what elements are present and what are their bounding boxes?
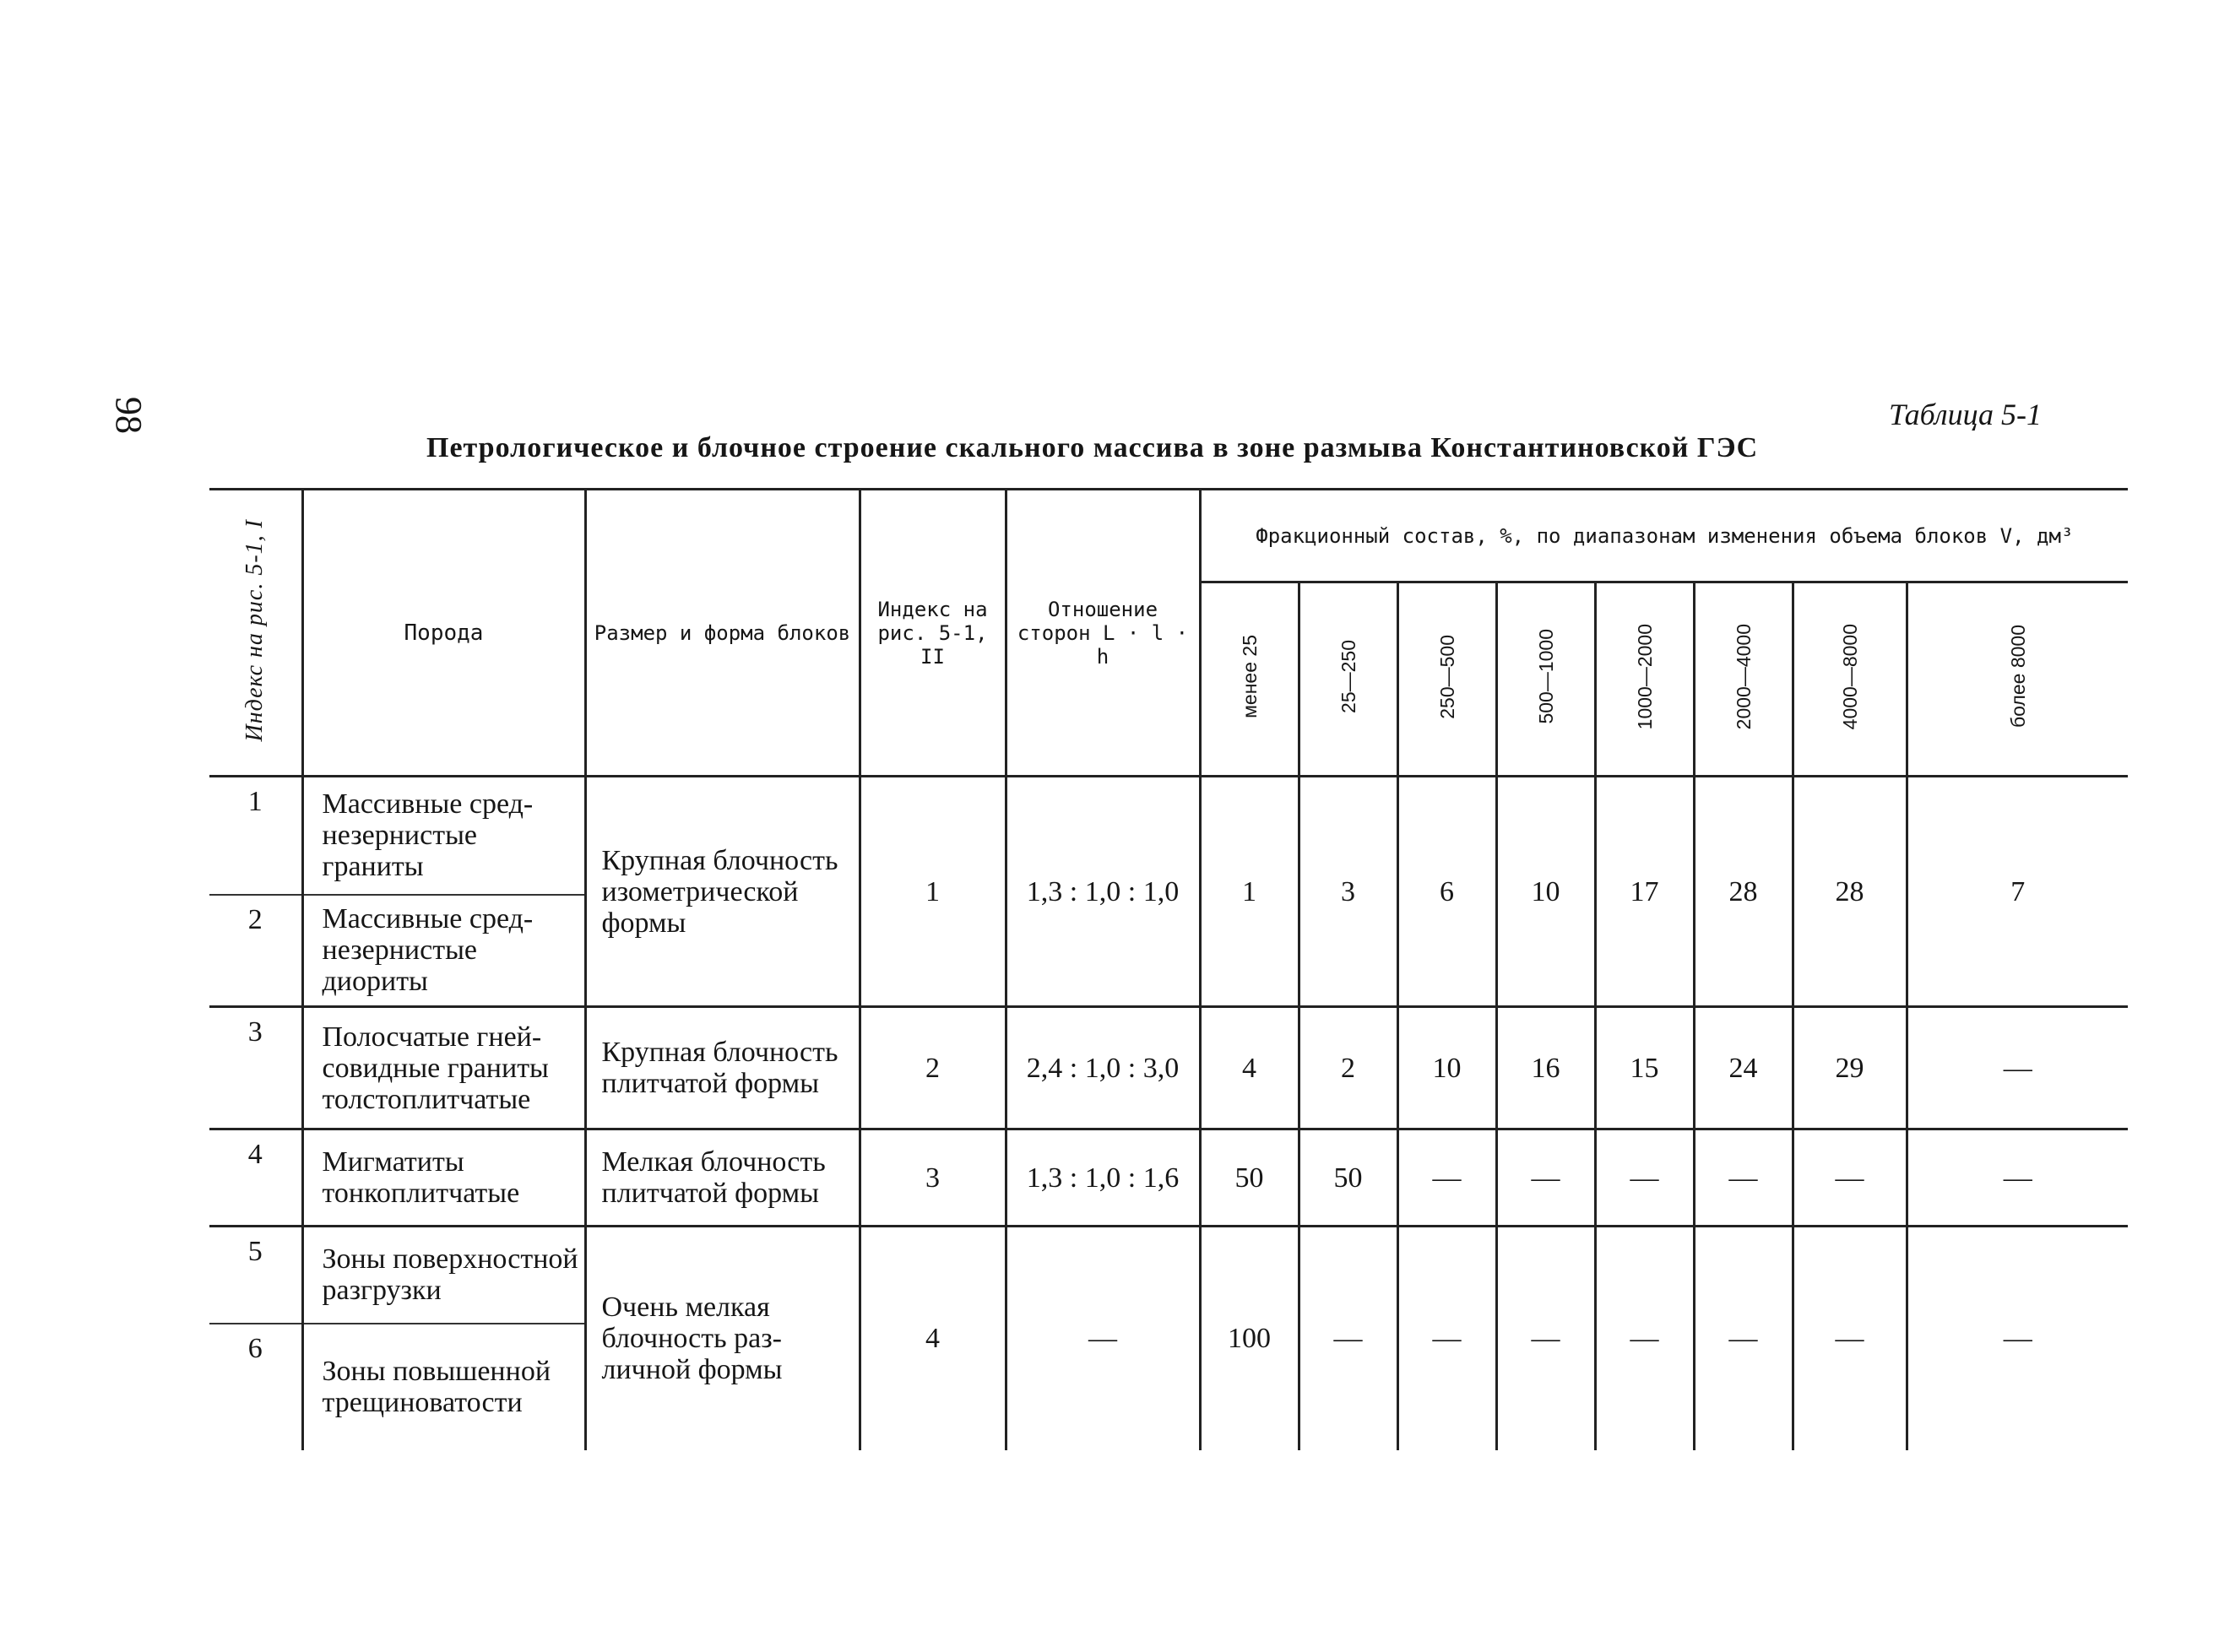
fraction-value: — — [1694, 1227, 1793, 1450]
header-ratio: Отношение сторон L · l · h — [1006, 490, 1200, 777]
fraction-value: — — [1595, 1227, 1694, 1450]
range-label: 500—1000 — [1534, 629, 1557, 724]
header-range-3 — [1397, 582, 1496, 777]
fraction-value: 3 — [1299, 777, 1397, 1007]
fraction-value: — — [1907, 1129, 2128, 1227]
index-fig2: 2 — [860, 1007, 1006, 1129]
rock-name: Зоны поверхностной разгрузки — [302, 1227, 585, 1324]
fraction-value: 50 — [1200, 1129, 1299, 1227]
fraction-value: — — [1694, 1129, 1793, 1227]
fraction-value: 100 — [1200, 1227, 1299, 1450]
index-fig2: 3 — [860, 1129, 1006, 1227]
fraction-value: 17 — [1595, 777, 1694, 1007]
header-range-2 — [1299, 582, 1397, 777]
side-ratio: 1,3 : 1,0 : 1,0 — [1006, 777, 1200, 1007]
rock-name: Массивные среднезернистые диориты — [302, 895, 585, 1007]
fraction-value: 10 — [1397, 1007, 1496, 1129]
fraction-value: 6 — [1397, 777, 1496, 1007]
row-index: 6 — [209, 1324, 302, 1450]
fraction-value: — — [1397, 1227, 1496, 1450]
row-index: 1 — [209, 777, 302, 895]
header-index-fig2: Индекс на рис. 5-1, II — [860, 490, 1006, 777]
index-fig2: 1 — [860, 777, 1006, 1007]
fraction-value: — — [1496, 1227, 1595, 1450]
row-index: 4 — [209, 1129, 302, 1227]
page-number: 98 — [108, 397, 149, 434]
row-index: 3 — [209, 1007, 302, 1129]
fraction-value: — — [1397, 1129, 1496, 1227]
fraction-value: — — [1496, 1129, 1595, 1227]
header-range-8 — [1907, 582, 2128, 777]
block-size-shape: Очень мелкая блочность различной формы — [585, 1227, 860, 1450]
header-range-7 — [1793, 582, 1907, 777]
fraction-value: 28 — [1793, 777, 1907, 1007]
index-fig2: 4 — [860, 1227, 1006, 1450]
range-label: 4000—8000 — [1838, 623, 1861, 730]
header-index-fig1-label: Индекс на рис. 5-1, I — [241, 518, 269, 742]
fraction-value: 28 — [1694, 777, 1793, 1007]
rock-name: Полосчатые гнейсовидные граниты толстоплитчатые — [302, 1007, 585, 1129]
header-range-1 — [1200, 582, 1299, 777]
block-size-shape: Крупная блочность изометрической формы — [585, 777, 860, 1007]
header-rock: Порода — [302, 490, 585, 777]
header-range-5 — [1595, 582, 1694, 777]
rock-name: Массивные среднезернистые граниты — [302, 777, 585, 895]
fraction-value: — — [1595, 1129, 1694, 1227]
side-ratio: 2,4 : 1,0 : 3,0 — [1006, 1007, 1200, 1129]
fraction-value: 1 — [1200, 777, 1299, 1007]
fraction-value: 29 — [1793, 1007, 1907, 1129]
rock-name: Зоны повышенной трещиноватости — [302, 1324, 585, 1450]
fraction-value: — — [1907, 1227, 2128, 1450]
fraction-value: — — [1907, 1007, 2128, 1129]
header-index-fig1 — [209, 490, 302, 777]
fraction-value: — — [1793, 1129, 1907, 1227]
header-size-shape: Размер и форма блоков — [585, 490, 860, 777]
fraction-value: 4 — [1200, 1007, 1299, 1129]
header-fraction: Фракционный состав, %, по диапазонам изменения объема блоков V, дм³ — [1200, 490, 2128, 582]
range-label: 25—250 — [1337, 640, 1359, 713]
fraction-value: 7 — [1907, 777, 2128, 1007]
side-ratio: — — [1006, 1227, 1200, 1450]
block-size-shape: Крупная блочность плитчатой формы — [585, 1007, 860, 1129]
fraction-value: 16 — [1496, 1007, 1595, 1129]
range-label: 1000—2000 — [1633, 623, 1656, 730]
row-index: 2 — [209, 895, 302, 1007]
rock-name: Мигматиты тонкоплитчатые — [302, 1129, 585, 1227]
fraction-value: 15 — [1595, 1007, 1694, 1129]
range-label: 250—500 — [1435, 634, 1458, 719]
data-table — [209, 488, 2128, 1450]
fraction-value: 2 — [1299, 1007, 1397, 1129]
header-range-6 — [1694, 582, 1793, 777]
fraction-value: — — [1299, 1227, 1397, 1450]
table-caption: Таблица 5-1 — [1888, 398, 2042, 431]
fraction-value: 24 — [1694, 1007, 1793, 1129]
fraction-value: 50 — [1299, 1129, 1397, 1227]
block-size-shape: Мелкая блочность плитчатой формы — [585, 1129, 860, 1227]
range-label: менее 25 — [1238, 635, 1261, 718]
side-ratio: 1,3 : 1,0 : 1,6 — [1006, 1129, 1200, 1227]
fraction-value: 10 — [1496, 777, 1595, 1007]
range-label: более 8000 — [2006, 625, 2029, 729]
header-range-4 — [1496, 582, 1595, 777]
range-label: 2000—4000 — [1732, 623, 1755, 730]
fraction-value: — — [1793, 1227, 1907, 1450]
row-index: 5 — [209, 1227, 302, 1324]
table-title: Петрологическое и блочное строение скального массива в зоне размыва Константиновской ГЭС — [426, 432, 1759, 463]
